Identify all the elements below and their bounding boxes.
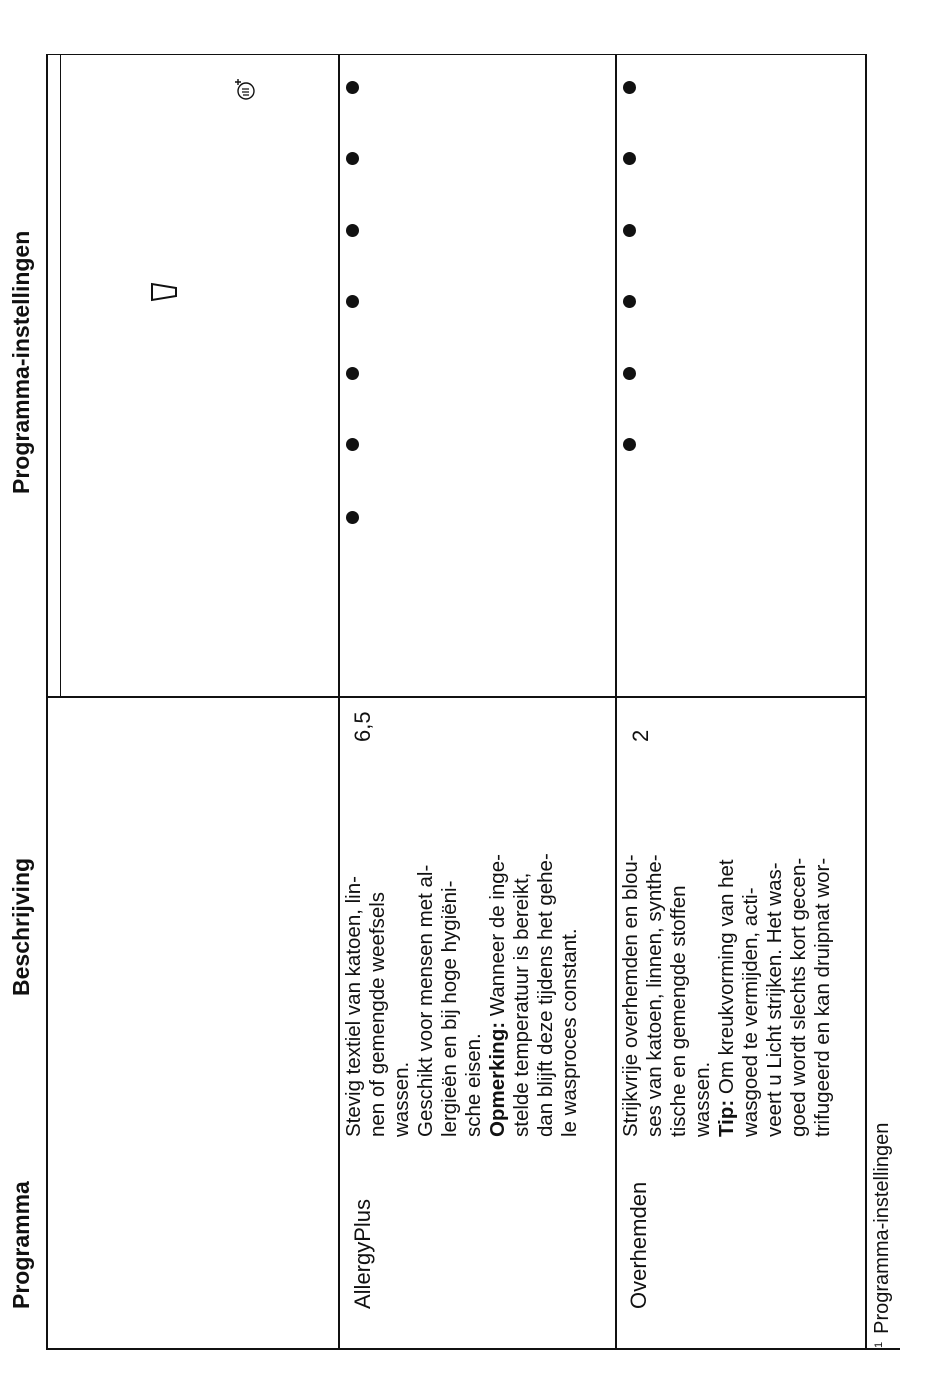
setting-dot	[346, 224, 359, 237]
setting-dot	[346, 511, 359, 524]
note-text: Wanneer de inge-	[486, 854, 509, 1022]
subheader-rule	[60, 54, 61, 697]
setting-dot	[623, 224, 636, 237]
value-overhemden: 2	[628, 729, 653, 742]
description-allergyplus	[342, 727, 582, 1137]
header-programma-instellingen: Programma-instellingen	[8, 230, 34, 494]
desc-line: Geschikt voor mensen met al-	[414, 864, 437, 1137]
value-allergyplus: 6,5	[350, 711, 375, 742]
setting-dot	[346, 438, 359, 451]
column-divider	[46, 696, 865, 698]
footnote-text: Programma-instellingen	[871, 1122, 893, 1334]
tip-line: goed wordt slechts kort gecen-	[787, 857, 810, 1137]
header-beschrijving: Beschrijving	[8, 857, 34, 996]
desc-line: Stevig textiel van katoen, lin-	[342, 876, 365, 1137]
row-rule	[615, 54, 617, 1350]
note-line: le wasproces constant.	[558, 928, 581, 1137]
footnote-marker: 1	[873, 1341, 885, 1348]
tip-label: Tip:	[715, 1099, 738, 1137]
note-line	[486, 727, 510, 1137]
setting-dot	[346, 295, 359, 308]
top-rule	[46, 54, 48, 1350]
setting-dot	[346, 152, 359, 165]
footnote	[872, 1123, 892, 1348]
tip-line: trifugeerd en kan druipnat wor-	[811, 857, 834, 1137]
program-allergyplus: AllergyPlus	[350, 1198, 375, 1309]
header-rule	[338, 54, 340, 1350]
desc-line: sche eisen.	[462, 1033, 485, 1137]
desc-line: tische en gemengde stoffen	[667, 885, 690, 1137]
tip-line: wasgoed te vermijden, acti-	[739, 887, 762, 1137]
desc-line: wassen.	[691, 1061, 714, 1137]
header-programma: Programma	[8, 1181, 34, 1309]
tip-line	[715, 727, 739, 1137]
desc-line: ses van katoen, linnen, synthe-	[643, 854, 666, 1137]
setting-dot	[623, 81, 636, 94]
tip-text: Om kreukvorming van het	[715, 859, 738, 1100]
pre-wash-icon	[150, 281, 180, 303]
note-line: dan blijft deze tijdens het gehe-	[534, 853, 557, 1137]
note-line: stelde temperatuur is bereikt,	[510, 872, 533, 1137]
desc-line: Strijkvrije overhemden en blou-	[619, 854, 642, 1137]
setting-dot	[623, 152, 636, 165]
settings-header-rule	[46, 54, 865, 55]
desc-line: wassen.	[390, 1061, 413, 1137]
setting-dot	[346, 367, 359, 380]
note-label: Opmerking:	[486, 1021, 509, 1137]
description-overhemden	[619, 727, 835, 1137]
soak-plus-icon	[233, 76, 257, 102]
program-overhemden: Overhemden	[626, 1181, 651, 1309]
setting-dot	[346, 81, 359, 94]
desc-line: lergieën en bij hoge hygiëni-	[438, 880, 461, 1137]
bottom-rule	[865, 54, 867, 1350]
setting-dot	[623, 438, 636, 451]
tip-line: veert u Licht strijken. Het was-	[763, 862, 786, 1137]
desc-line: nen of gemengde weefsels	[366, 891, 389, 1137]
setting-dot	[623, 295, 636, 308]
setting-dot	[623, 367, 636, 380]
left-border	[46, 1348, 900, 1350]
